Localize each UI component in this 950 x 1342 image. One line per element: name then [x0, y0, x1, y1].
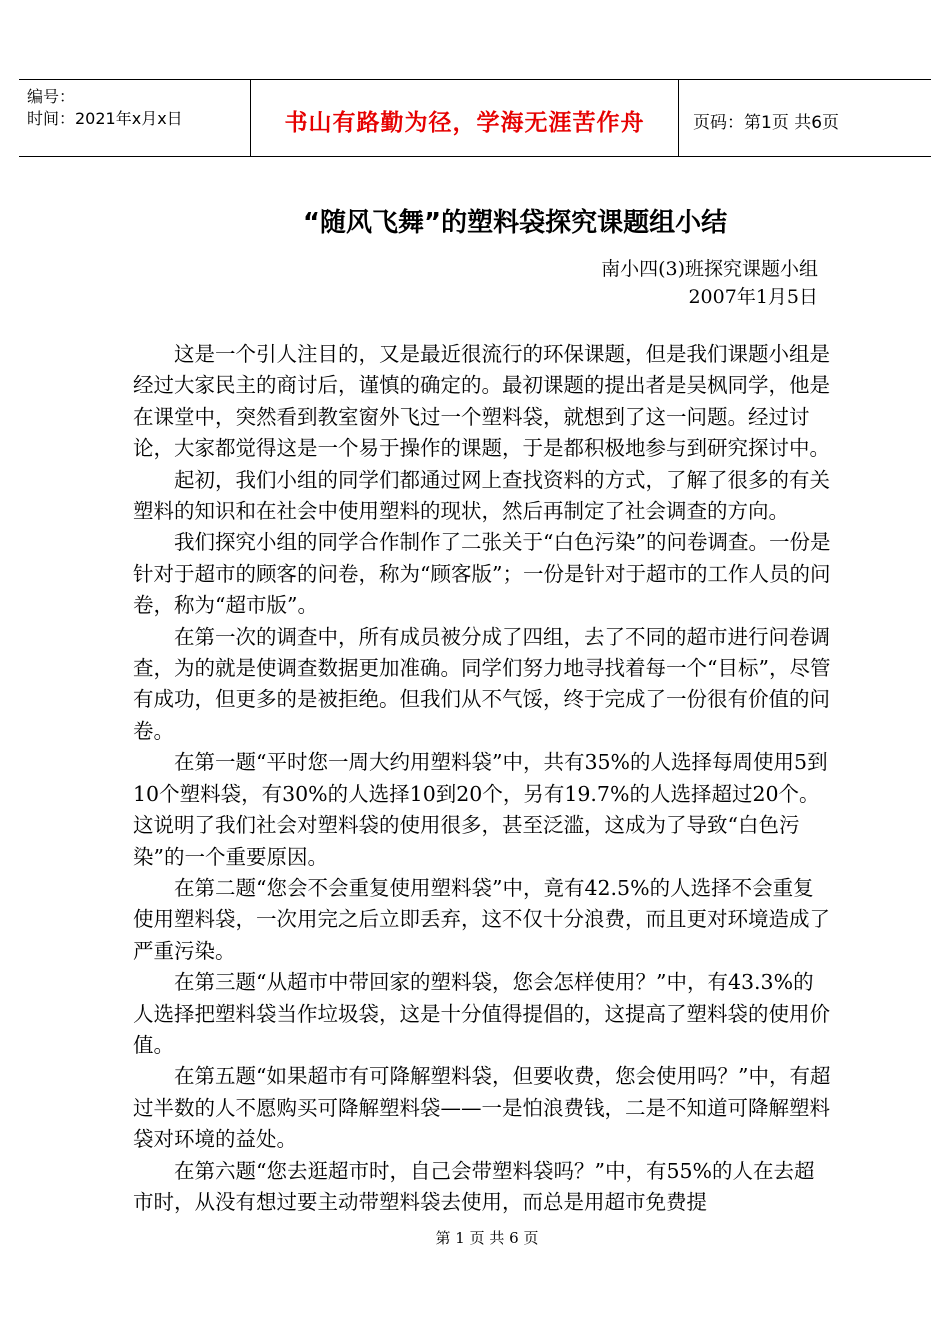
- paragraph: 在第六题“您去逛超市时，自己会带塑料袋吗？”中，有55%的人在去超市时，从没有想过要主动带塑料袋去使用，而总是用超市免费提: [133, 1158, 815, 1214]
- paragraph: 起初，我们小组的同学们都通过网上查找资料的方式，了解了很多的有关塑料的知识和在社会中使用塑料的现状，然后再制定了社会调查的方向。: [133, 467, 830, 524]
- motto-text: 书山有路勤为径，学海无涯苦作舟: [284, 109, 645, 136]
- page-footer: 第 1 页 共 6 页: [435, 1229, 539, 1247]
- paragraph: 这是一个引人注目的，又是最近很流行的环保课题，但是我们课题小组是经过大家民主的商讨后，谨慎的确定的。最初课题的提出者是吴枫同学，他是在课堂中，突然看到教室窗外飞过一个塑料袋，就想到了这一问题。经过讨论，大家都觉得这是一个易于操作的课题，于是都积极地参与到研究探讨中。: [133, 342, 830, 461]
- paragraph: 在第五题“如果超市有可降解塑料袋，但要收费，您会使用吗？”中，有超过半数的人不愿购买可降解塑料袋——一是怕浪费钱，二是不知道可降解塑料袋对环境的益处。: [133, 1064, 831, 1152]
- document-date: 2007年1月5日: [688, 286, 818, 308]
- document-title: “随风飞舞”的塑料袋探究课题组小结: [302, 208, 728, 238]
- header-page-cell: [679, 80, 931, 156]
- time-label: 时间：2021年x月x日: [27, 109, 183, 128]
- serial-number-label: 编号：: [27, 87, 76, 106]
- header-table: [19, 79, 931, 157]
- header-motto-cell: [251, 80, 679, 156]
- paragraph: 在第一题“平时您一周大约用塑料袋”中，共有35%的人选择每周使用5到10个塑料袋，有30%的人选择10到20个，另有19.7%的人选择超过20个。这说明了我们社会对塑料袋的使用很多，甚至泛滥，这成为了导致“白色污染”的一个重要原因。: [133, 750, 828, 869]
- author-group: 南小四(3)班探究课题小组: [601, 258, 818, 280]
- page-info: 页码：第1页 共6页: [693, 112, 840, 133]
- header-meta-cell: [19, 80, 251, 156]
- paragraph: 在第三题“从超市中带回家的塑料袋，您会怎样使用？”中，有43.3%的人选择把塑料袋当作垃圾袋，这是十分值得提倡的，这提高了塑料袋的使用价值。: [133, 970, 830, 1057]
- paragraph: 在第二题“您会不会重复使用塑料袋”中，竟有42.5%的人选择不会重复使用塑料袋，一次用完之后立即丢弃，这不仅十分浪费，而且更对环境造成了严重污染。: [133, 875, 830, 963]
- paragraph: 在第一次的调查中，所有成员被分成了四组，去了不同的超市进行问卷调查，为的就是使调查数据更加准确。同学们努力地寻找着每一个“目标”，尽管有成功，但更多的是被拒绝。但我们从不气馁，终于完成了一份很有价值的问卷。: [133, 624, 831, 743]
- document-body: [133, 339, 833, 1218]
- paragraph: 我们探究小组的同学合作制作了二张关于“白色污染”的问卷调查。一份是针对于超市的顾客的问卷，称为“顾客版”；一份是针对于超市的工作人员的问卷，称为“超市版”。: [133, 530, 831, 618]
